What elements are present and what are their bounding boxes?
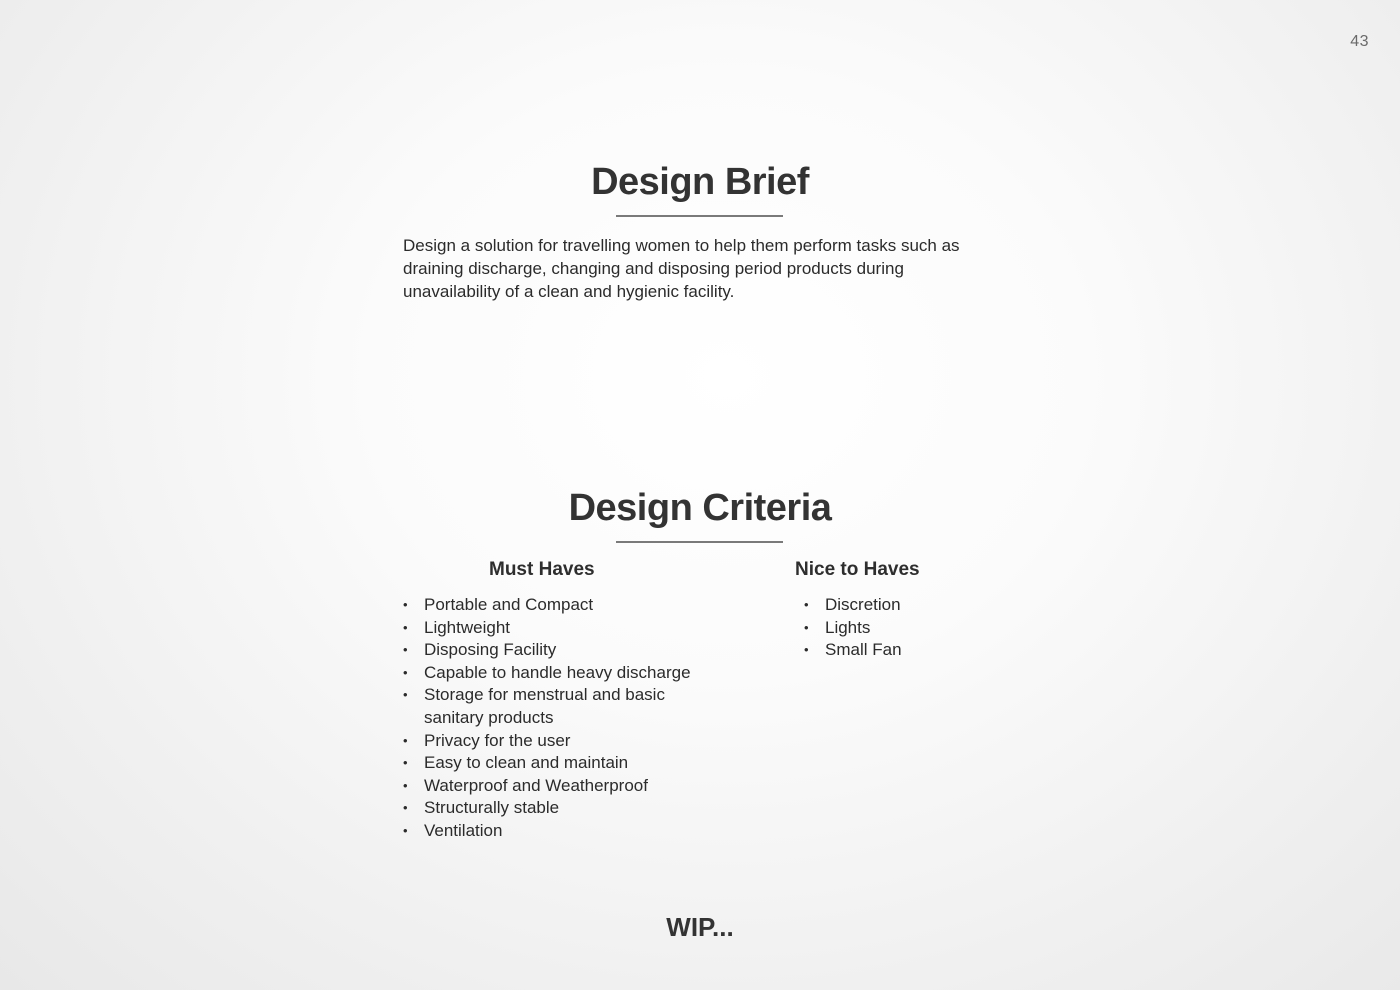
nice-to-have-item: • Discretion [804,594,1004,617]
wip-label: WIP... [666,912,734,942]
design-brief-title: Design Brief [591,161,809,203]
must-have-item: • Ventilation [403,820,693,843]
nice-to-haves-list [804,594,1004,662]
must-haves-list [403,594,693,843]
nice-to-have-item: • Small Fan [804,639,1004,662]
must-have-item: • Structurally stable [403,797,693,820]
must-have-item: • Portable and Compact [403,594,693,617]
must-have-item: • Capable to handle heavy discharge [403,662,693,685]
design-brief-underline [616,215,783,217]
page-number: 43 [1350,33,1369,50]
design-brief-text: Design a solution for travelling women to help them perform tasks such as draining discharge, changing and disposing period products during unavailability of a clean and hygienic facility. [403,236,960,301]
must-have-item: • Lightweight [403,617,693,640]
must-have-item: • Storage for menstrual and basic sanitary products [403,684,693,729]
must-have-item: • Privacy for the user [403,730,693,753]
must-have-item: • Waterproof and Weatherproof [403,775,693,798]
must-haves-heading: Must Haves [489,559,595,580]
must-have-item: • Easy to clean and maintain [403,752,693,775]
nice-to-have-item: • Lights [804,617,1004,640]
must-have-item: • Disposing Facility [403,639,693,662]
design-criteria-underline [616,541,783,543]
nice-to-haves-heading: Nice to Haves [795,559,920,580]
design-criteria-title: Design Criteria [568,487,832,529]
